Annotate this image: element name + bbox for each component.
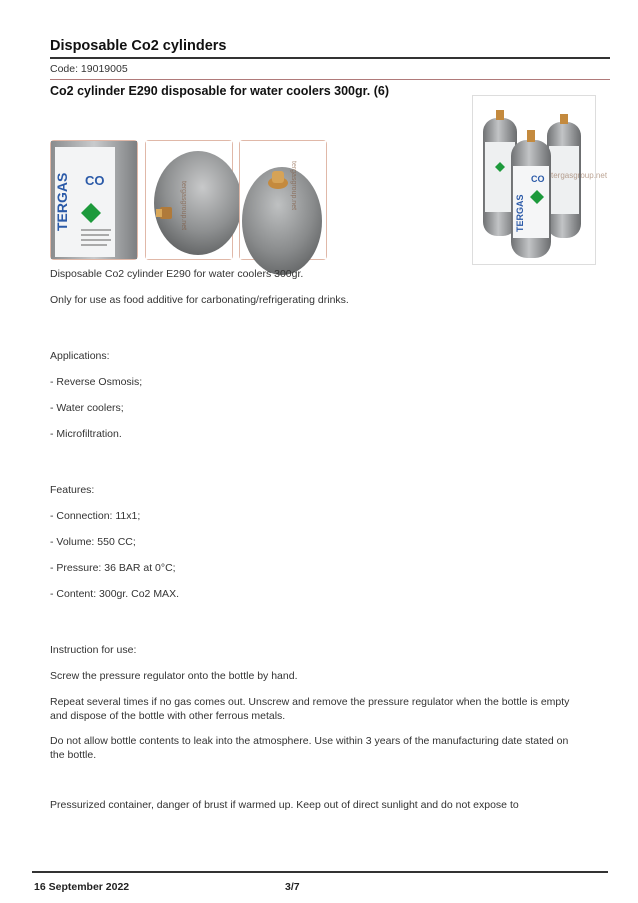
desc-spacer: [50, 762, 570, 798]
desc-spacer: [50, 443, 570, 483]
section-heading-features: Features:: [50, 484, 95, 496]
thumb-brand-text: TERGAS: [54, 172, 70, 231]
desc-spacer: [50, 603, 570, 643]
warning-line: Pressurized container, danger of brust if warmed up. Keep out of direct sunlight and do not expose to: [50, 799, 519, 811]
list-item: - Water coolers;: [50, 402, 124, 414]
list-item: - Microfiltration.: [50, 428, 122, 440]
product-thumbnail-label[interactable]: [50, 140, 138, 260]
instruction-line: Repeat several times if no gas comes out. Unscrew and remove the pressure regulator when the bottle is empty and dispose of the bottle with other ferrous metals.: [50, 696, 570, 722]
desc-spacer: [50, 309, 570, 349]
page-header: [50, 38, 610, 98]
product-thumbnail-valve-side[interactable]: [145, 140, 233, 260]
section-heading-applications: Applications:: [50, 350, 110, 362]
three-cylinders-image: [473, 96, 608, 264]
product-title: Co2 cylinder E290 disposable for water coolers 300gr. (6): [50, 84, 390, 98]
header-rule: [50, 57, 610, 59]
list-item: - Pressure: 36 BAR at 0°C;: [50, 562, 176, 574]
section-heading-instructions: Instruction for use:: [50, 644, 137, 656]
cylinder-label-image: [51, 141, 137, 259]
instruction-line: Do not allow bottle contents to leak into the atmosphere. Use within 3 years of the manufacturing date stated on the bottle.: [50, 735, 569, 761]
product-description: [50, 267, 570, 812]
main-product-image[interactable]: [472, 95, 608, 265]
desc-line: Disposable Co2 cylinder E290 for water coolers 300gr.: [50, 268, 304, 280]
main-watermark-text: tergasgroup.net: [551, 171, 608, 180]
product-thumbnail-valve-top[interactable]: [239, 140, 327, 260]
code-rule: [50, 79, 610, 80]
instruction-line: Screw the pressure regulator onto the bottle by hand.: [50, 670, 298, 682]
product-code: Code: 19019005: [50, 63, 128, 75]
list-item: - Connection: 11x1;: [50, 510, 141, 522]
footer-rule: [32, 871, 608, 873]
list-item: - Reverse Osmosis;: [50, 376, 143, 388]
category-title: Disposable Co2 cylinders: [50, 38, 227, 54]
footer-date: 16 September 2022: [34, 881, 130, 893]
cylinder-top-image: [240, 141, 326, 259]
page-number: 3/7: [285, 881, 300, 893]
desc-line: Only for use as food additive for carbonating/refrigerating drinks.: [50, 294, 349, 306]
main-brand-text: TERGAS: [515, 194, 525, 232]
list-item: - Volume: 550 CC;: [50, 536, 136, 548]
cylinder-valve-image: [146, 141, 232, 259]
main-co2-text: CO: [531, 174, 545, 184]
thumb-co2-text: CO: [85, 173, 105, 188]
watermark-text: tergasgroup.net: [180, 181, 187, 231]
list-item: - Content: 300gr. Co2 MAX.: [50, 588, 179, 600]
watermark-text-2: tergasgroup.net: [290, 161, 297, 211]
